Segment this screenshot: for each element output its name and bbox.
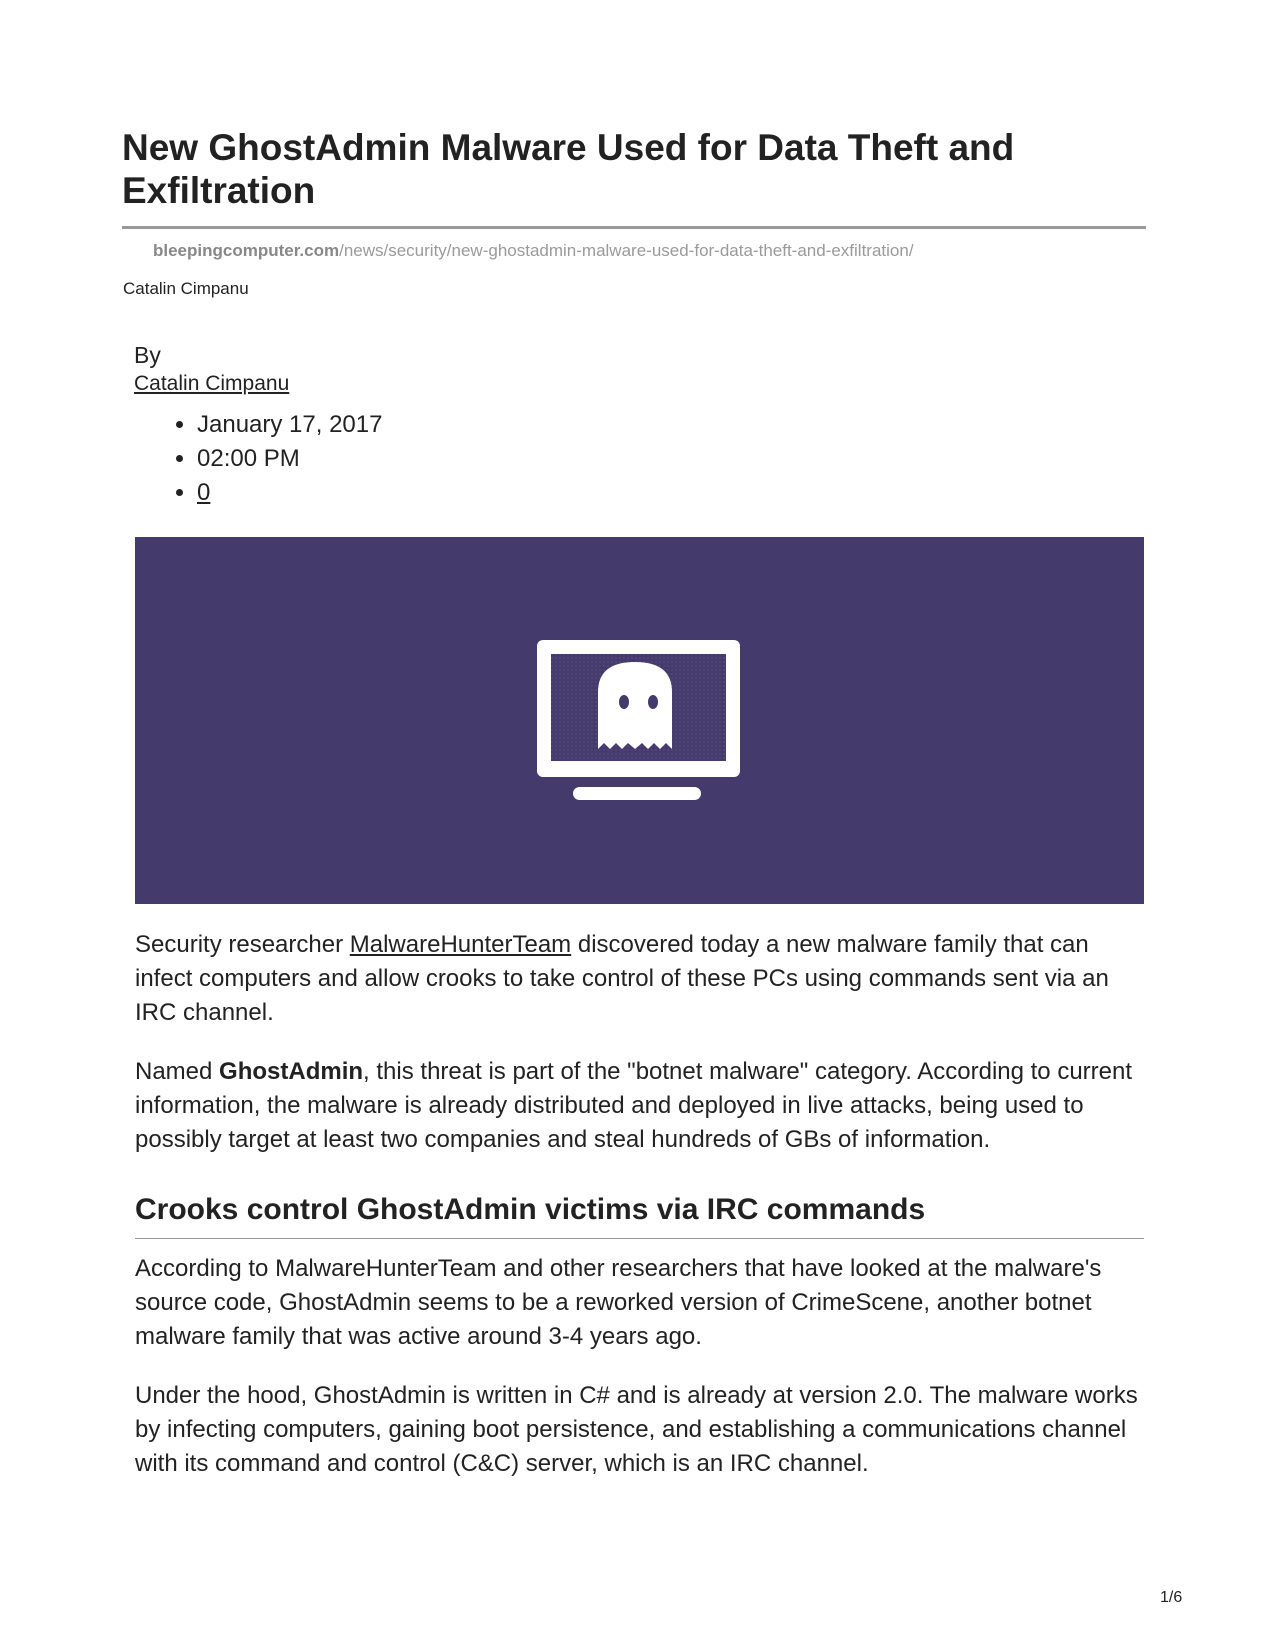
comments-count-link[interactable]: 0 bbox=[197, 479, 211, 506]
paragraph-intro bbox=[135, 928, 1145, 1030]
source-domain: bleepingcomputer.com bbox=[153, 241, 340, 260]
byline-author-link[interactable]: Catalin Cimpanu bbox=[134, 372, 290, 395]
text-run: Named bbox=[135, 1058, 220, 1085]
text-run: , this threat is part of the "botnet malware" category. According to current information, the malware is already distributed and deployed in live attacks, being used to possibly target at least two companies and steal hundreds of GBs of information. bbox=[135, 1058, 1133, 1153]
article-meta-list bbox=[170, 408, 382, 510]
meta-date: • January 17, 2017 bbox=[197, 408, 382, 442]
source-url bbox=[153, 241, 914, 261]
byline-label: By bbox=[134, 342, 161, 368]
paragraph-source-code: According to MalwareHunterTeam and other researchers that have looked at the malware's source code, GhostAdmin seems to be a reworked version of CrimeScene, another botnet malware family that was active around 3-4 years ago. bbox=[135, 1255, 1102, 1350]
paragraph-under-hood: Under the hood, GhostAdmin is written in C# and is already at version 2.0. The malware works by infecting computers, gaining boot persistence, and establishing a communications channel with its command and control (C&C) server, which is an IRC channel. bbox=[135, 1382, 1138, 1477]
monitor-ghost-icon bbox=[135, 537, 1144, 904]
hero-image bbox=[135, 537, 1144, 904]
text-run: Security researcher bbox=[135, 931, 350, 958]
title-divider bbox=[122, 226, 1146, 229]
section-heading: Crooks control GhostAdmin victims via IRC commands bbox=[135, 1193, 926, 1226]
bold-term: GhostAdmin bbox=[219, 1058, 364, 1085]
page-title: New GhostAdmin Malware Used for Data Theft and Exfiltration bbox=[122, 127, 1015, 211]
meta-time: • 02:00 PM bbox=[197, 442, 382, 476]
malwarehunterteam-link[interactable]: MalwareHunterTeam bbox=[349, 931, 572, 958]
source-path: /news/security/new-ghostadmin-malware-used-for-data-theft-and-exfiltration/ bbox=[339, 241, 914, 260]
paragraph-named bbox=[135, 1055, 1145, 1157]
page-number: 1/6 bbox=[1160, 1589, 1183, 1606]
author-name: Catalin Cimpanu bbox=[123, 279, 249, 298]
text-run: discovered today a new malware family that can infect computers and allow crooks to take control of these PCs using commands sent via an IRC channel. bbox=[135, 931, 1109, 1026]
section-divider bbox=[135, 1238, 1144, 1239]
meta-comments-item bbox=[197, 476, 382, 510]
